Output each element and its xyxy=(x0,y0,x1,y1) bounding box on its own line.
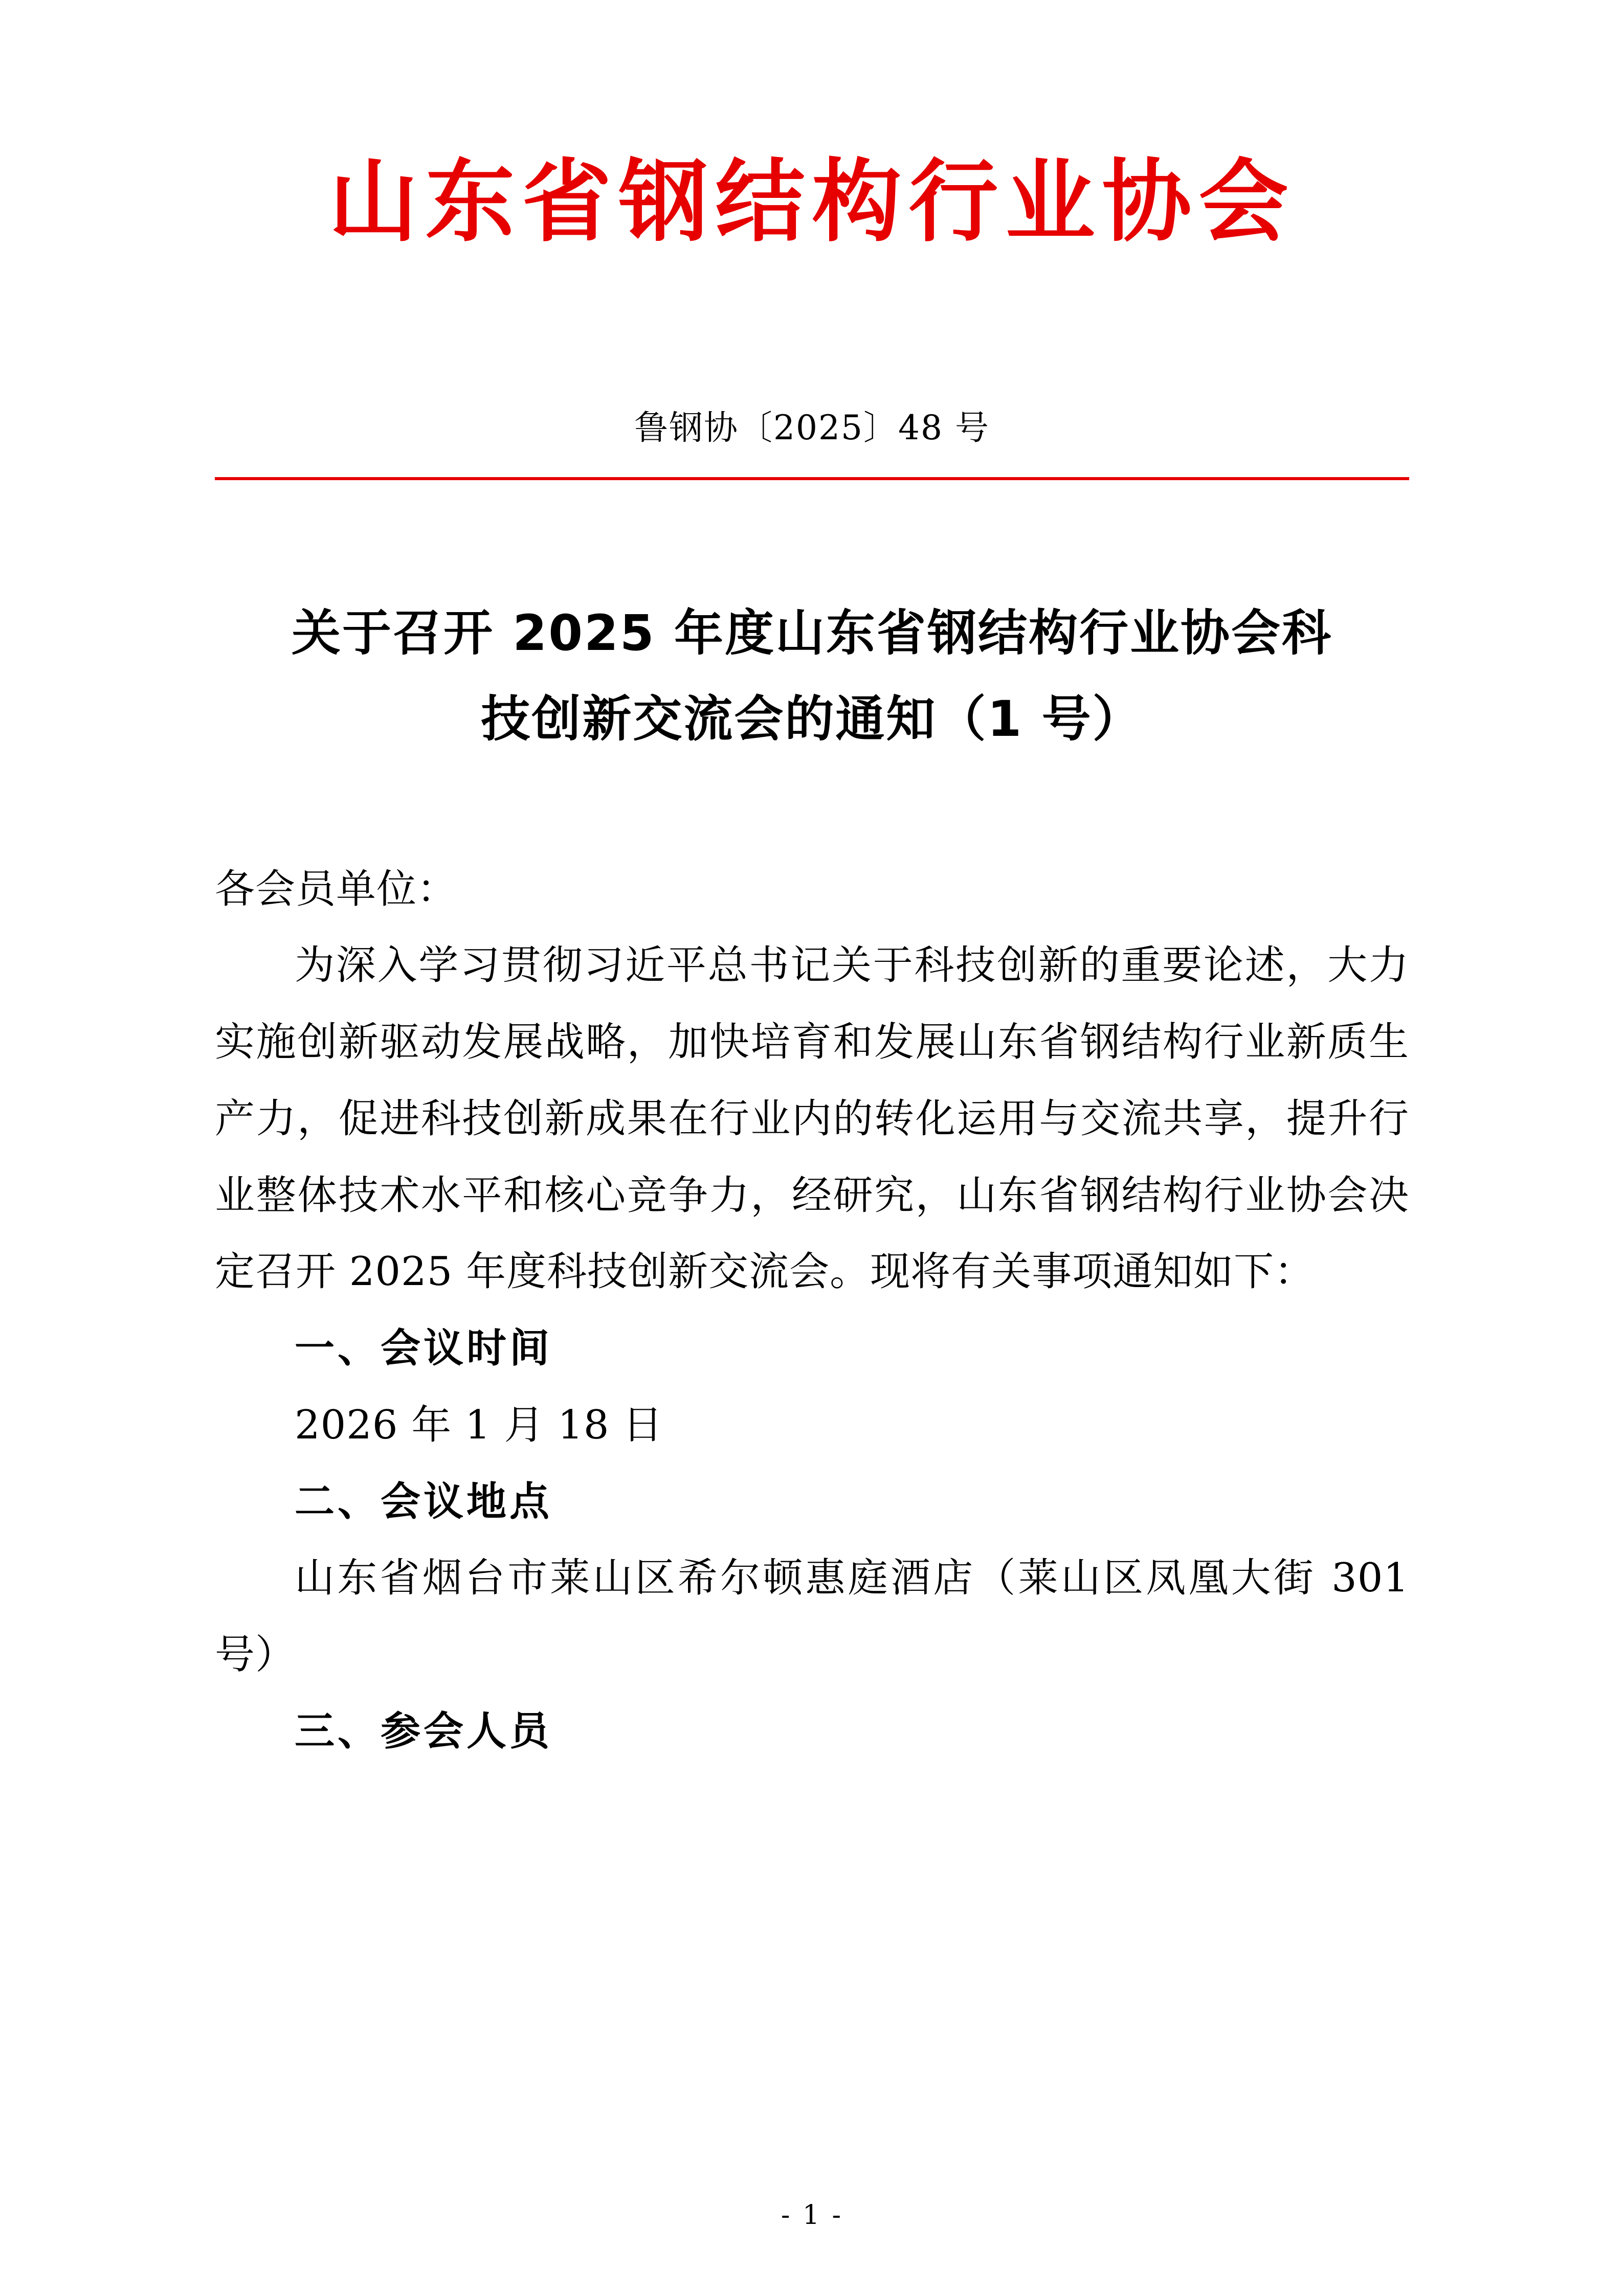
document-body xyxy=(215,851,1409,1770)
section-heading-participants: 三、参会人员 xyxy=(295,1708,553,1754)
page-title-line-1: 关于召开 2025 年度山东省钢结构行业协会科 xyxy=(291,604,1333,662)
organization-title: 山东省钢结构行业协会 xyxy=(328,150,1296,254)
page-number: - 1 - xyxy=(781,2200,843,2231)
section-text-meeting-location: 山东省烟台市莱山区希尔顿惠庭酒店（莱山区凤凰大街 301 号） xyxy=(215,1555,1409,1678)
masthead xyxy=(215,0,1409,252)
salutation: 各会员单位： xyxy=(215,866,458,912)
page-title xyxy=(215,590,1409,762)
page-title-line-2: 技创新交流会的通知（1 号） xyxy=(481,690,1143,748)
intro-paragraph: 为深入学习贯彻习近平总书记关于科技创新的重要论述，大力实施创新驱动发展战略，加快培育和发展山东省钢结构行业新质生产力，促进科技创新成果在行业内的转化运用与交流共享，提升行业整体技术水平和核心竞争力，经研究，山东省钢结构行业协会决定召开 2025 年度科技创新交流会。现将有关事项通知如下： xyxy=(215,942,1409,1295)
section-heading-meeting-location: 二、会议地点 xyxy=(295,1478,553,1525)
document-number: 鲁钢协〔2025〕48 号 xyxy=(634,408,990,447)
section-text-meeting-time: 2026 年 1 月 18 日 xyxy=(295,1402,663,1448)
red-divider-rule xyxy=(215,477,1409,480)
section-heading-meeting-time: 一、会议时间 xyxy=(295,1325,553,1371)
